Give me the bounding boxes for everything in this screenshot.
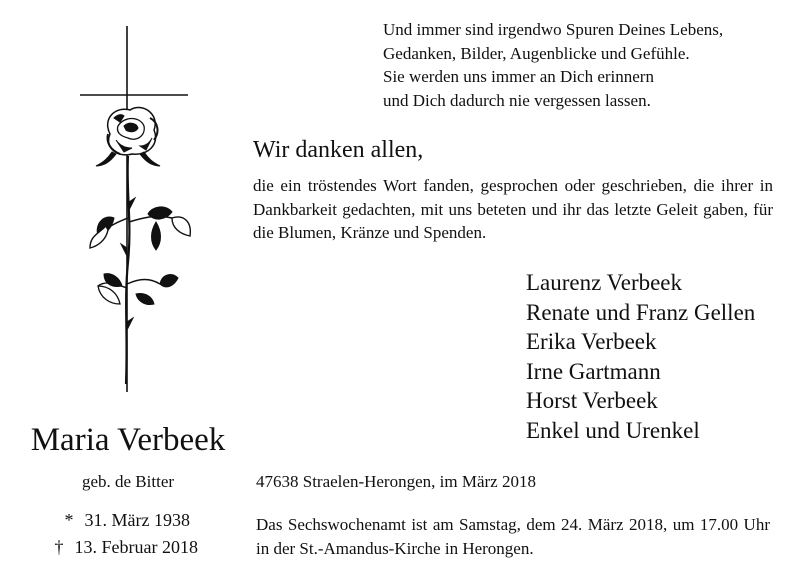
birth-date-line — [58, 510, 190, 531]
signer-name: Enkel und Urenkel — [526, 417, 700, 443]
signer-name: Irne Gartmann — [526, 358, 661, 384]
signers-list — [526, 268, 755, 445]
service-notice: Das Sechswochenamt ist am Samstag, dem 24. März 2018, um 17.00 Uhr in der St.-Amandus-Kirche in Herongen. — [256, 515, 770, 558]
death-date-line — [48, 537, 198, 558]
poem-verse — [383, 18, 783, 112]
signer-name: Laurenz Verbeek — [526, 270, 683, 295]
birth-date: 31. März 1938 — [84, 510, 190, 530]
thanks-text: die ein tröstendes Wort fanden, gesprochen oder geschrieben, die ihrer in Dankbarkeit gedachten, mit uns beteten und ihr das letzte Geleit gaben, für die Blumen, Kränze und Spenden. — [253, 176, 773, 242]
poem-line: und Dich dadurch nie vergessen lassen. — [383, 90, 651, 110]
poem-line: Und immer sind irgendwo Spuren Deines Lebens, — [383, 20, 724, 39]
death-dagger-icon: † — [54, 537, 64, 557]
rose-icon — [90, 107, 190, 384]
signer-name: Erika Verbeek — [526, 329, 657, 354]
poem-line: Gedanken, Bilder, Augenblicke und Gefühle. — [383, 43, 690, 63]
birth-name: geb. de Bitter — [81, 472, 175, 491]
signer-name: Horst Verbeek — [526, 388, 658, 413]
cross-icon — [80, 26, 188, 392]
poem-line: Sie werden uns immer an Dich erinnern — [383, 67, 654, 86]
cross-rose-artwork — [80, 22, 200, 402]
thanks-heading: Wir danken allen, — [253, 137, 424, 163]
signer-name: Renate und Franz Gellen — [526, 299, 756, 325]
place-date: 47638 Straelen-Herongen, im März 2018 — [256, 472, 536, 491]
death-date: 13. Februar 2018 — [74, 537, 198, 557]
birth-star-icon: * — [64, 510, 74, 530]
deceased-name: Maria Verbeek — [30, 422, 226, 458]
